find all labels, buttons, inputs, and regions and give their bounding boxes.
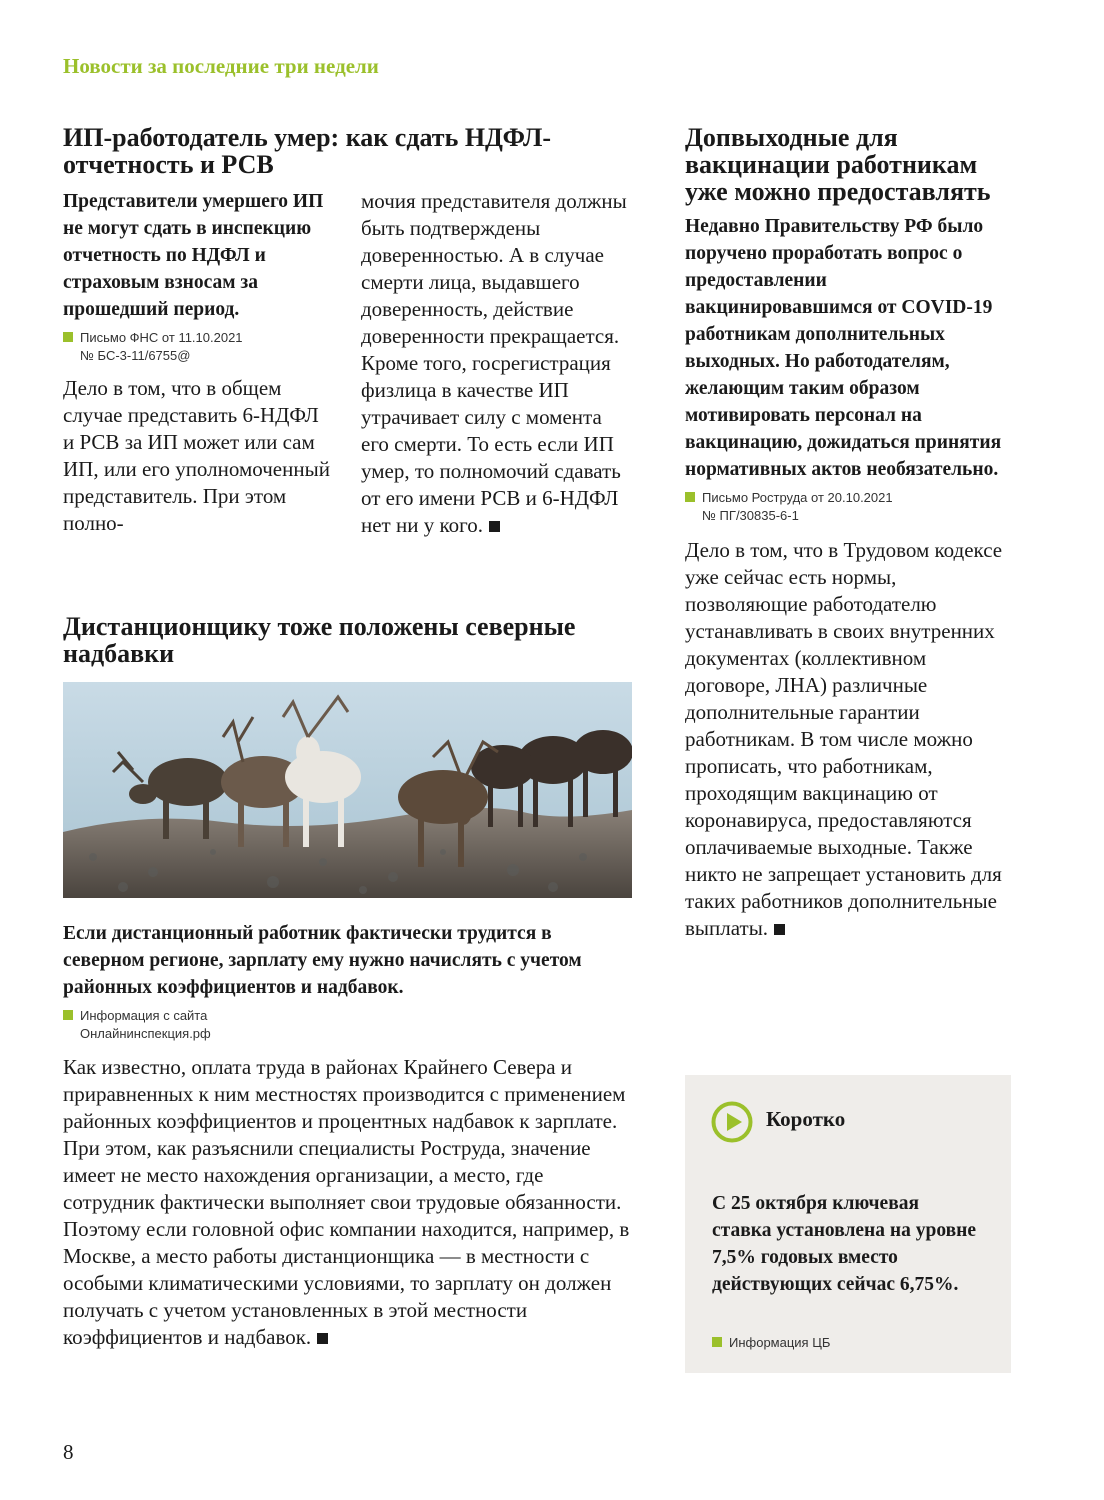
article-1-col1	[63, 188, 333, 537]
article-1-source	[63, 329, 333, 365]
source-marker-icon	[685, 492, 695, 502]
source-marker-icon	[63, 332, 73, 342]
article-2-headline: Дистанционщику тоже положены северные надбавки	[63, 612, 576, 668]
page-number: 8	[63, 1440, 74, 1464]
article-2-source-line2: Онлайнинспекция.рф	[80, 1026, 211, 1041]
end-mark-icon	[317, 1333, 328, 1344]
article-1-lead: Представители умершего ИП не могут сдать в инспекцию отчетность по НДФЛ и страховым взносам за прошедший период.	[63, 191, 324, 320]
article-2-body	[63, 1054, 633, 1351]
article-1-headline-wrap	[63, 124, 633, 178]
section-label: Новости за последние три недели	[63, 54, 379, 78]
article-3-lead: Недавно Правительству РФ было поручено проработать вопрос о предоставлении вакцинировавшимся от COVID-19 работникам дополнительных выходных. Но работодателям, желающим таким образом мотивировать персонал на вакцинацию, дожидаться принятия нормативных актов необязательно.	[685, 216, 1002, 480]
article-3-source-line2: № ПГ/30835-6-1	[702, 508, 799, 523]
article-3-source-line1: Письмо Роструда от 20.10.2021	[702, 490, 893, 505]
article-2-headline-wrap	[63, 613, 633, 667]
sidebar-text: С 25 октября ключевая ставка установлена на уровне 7,5% годовых вместо действующих сейчас 6,75%.	[712, 1193, 977, 1295]
article-3-body	[685, 537, 1010, 942]
article-1-source-line1: Письмо ФНС от 11.10.2021	[80, 330, 243, 345]
article-1-source-line2: № БС-3-11/6755@	[80, 348, 191, 363]
reindeer-photo	[63, 682, 632, 898]
source-marker-icon	[63, 1010, 73, 1020]
article-2-body-wrap	[63, 1054, 633, 1351]
article-2-lead-wrap	[63, 920, 633, 1043]
sidebar-source	[712, 1334, 999, 1352]
article-1-body-col2	[361, 188, 633, 539]
article-1-col2	[361, 188, 633, 539]
article-1-body-col2-text: мочия представителя должны быть подтверждены доверенностью. А в случае смерти лица, выдавшего доверенность, действие доверенности прекращается. Кроме того, госрегистрация физлица в качестве ИП утрачивает силу с момента его смерти. То есть если ИП умер, то полномочий сдавать от его имени РСВ и 6-НДФЛ нет ни у кого.	[361, 189, 627, 537]
article-2-lead: Если дистанционный работник фактически трудится в северном регионе, зарплату ему нужно начислять с учетом районных коэффициентов и надбавок.	[63, 923, 582, 998]
article-1-body-col1: Дело в том, что в общем случае представить 6-НДФЛ и РСВ за ИП может или сам ИП, или его уполномоченный представитель. При этом полно-	[63, 376, 330, 535]
sidebar-title: Коротко	[766, 1107, 846, 1131]
article-3-wrap	[685, 124, 1010, 942]
article-2-source-line1: Информация с сайта	[80, 1008, 208, 1023]
end-mark-icon	[774, 924, 785, 935]
source-marker-icon	[712, 1337, 722, 1347]
article-1-headline: ИП-работодатель умер: как сдать НДФЛ-отчетность и РСВ	[63, 123, 551, 179]
play-icon	[711, 1101, 753, 1143]
article-3-body-text: Дело в том, что в Трудовом кодексе уже сейчас есть нормы, позволяющие работодателю устанавливать в своих внутренних документах (коллективном договоре, ЛНА) различные дополнительные гарантии работникам. В том числе можно прописать, что работникам, проходящим вакцинацию от коронавируса, предоставляются оплачиваемые выходные. Также никто не запрещает установить для таких работников дополнительные выплаты.	[685, 538, 1003, 940]
article-2-body-text: Как известно, оплата труда в районах Крайнего Севера и приравненных к ним местностях производится с применением районных коэффициентов и процентных надбавок к зарплате. При этом, как разъяснили специалисты Роструда, значение имеет не место нахождения организации, а место, где сотрудник фактически выполняет свои трудовые обязанности. Поэтому если головной офис компании находится, например, в Москве, а место работы дистанционщика — в местности с особыми климатическими условиями, то зарплату он должен получать с учетом установленных в этой местности коэффициентов и надбавок.	[63, 1055, 630, 1349]
end-mark-icon	[489, 521, 500, 532]
article-3-source	[685, 489, 1010, 525]
article-3-headline: Допвыходные для вакцинации работникам уже можно предоставлять	[685, 123, 991, 206]
sidebar-source-text: Информация ЦБ	[729, 1335, 831, 1350]
article-2-source	[63, 1007, 633, 1043]
